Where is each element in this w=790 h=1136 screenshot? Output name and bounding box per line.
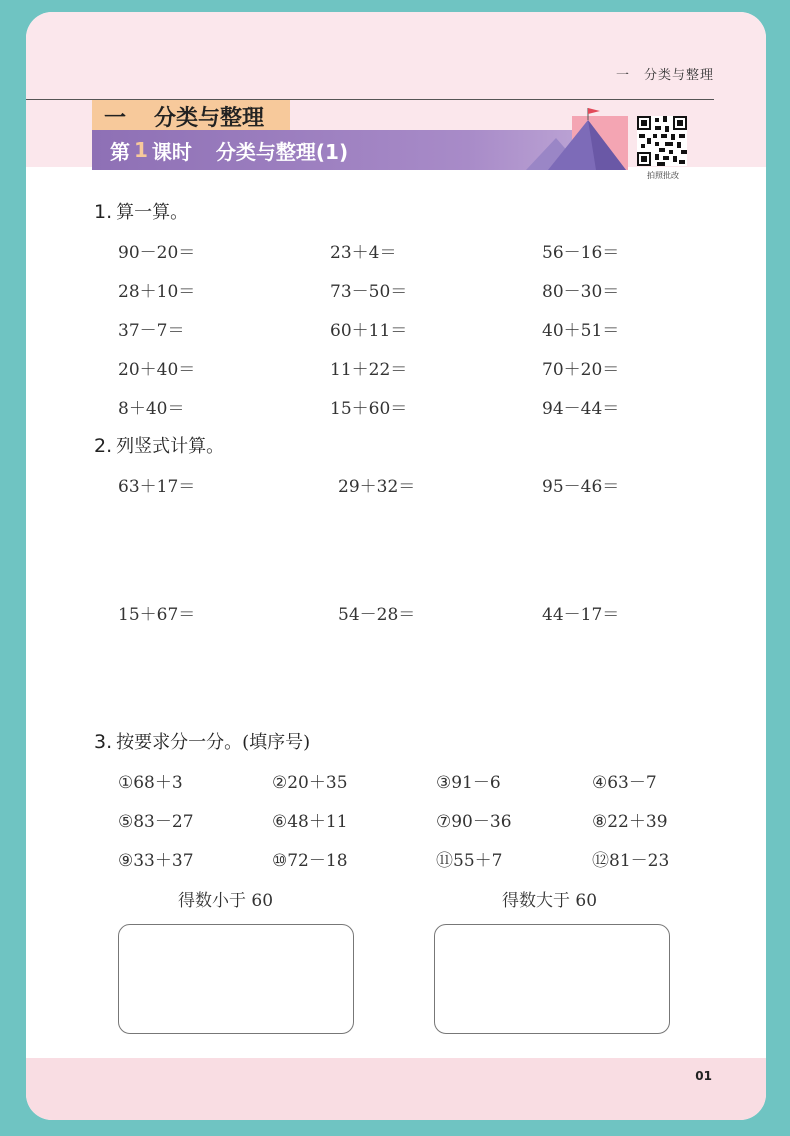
category-less-than-60-label: 得数小于 60 — [178, 891, 274, 911]
q2-text: 列竖式计算。 — [116, 436, 225, 457]
running-head: 一 分类与整理 — [615, 68, 714, 83]
q1-expression: 60＋11＝ — [330, 321, 408, 341]
q1-number: 1. — [94, 201, 113, 223]
q1-expression: 70＋20＝ — [542, 360, 620, 380]
q3-title — [94, 728, 310, 754]
qr-label: 拍照批改 — [647, 171, 679, 180]
unit-title: 分类与整理 — [154, 105, 265, 131]
category-greater-than-60-label: 得数大于 60 — [502, 891, 598, 911]
q1-expression: 11＋22＝ — [330, 360, 408, 380]
q3-expression: ⑨33＋37 — [118, 851, 194, 871]
q1-expression: 73－50＝ — [330, 282, 408, 302]
q1-expression: 94－44＝ — [542, 399, 620, 419]
q3-expression: ④63－7 — [592, 773, 657, 793]
worksheet-page — [26, 12, 766, 1120]
lesson-prefix: 第 — [110, 139, 130, 164]
q1-expression: 20＋40＝ — [118, 360, 196, 380]
lesson-number: 1 — [134, 138, 148, 162]
q2-expression: 29＋32＝ — [338, 477, 416, 497]
unit-number: 一 — [104, 105, 127, 131]
q3-expression: ⑪55＋7 — [436, 851, 503, 871]
q1-expression: 80－30＝ — [542, 282, 620, 302]
q3-expression: ⑩72－18 — [272, 851, 348, 871]
page-number: 01 — [695, 1069, 712, 1083]
answer-box-less-than-60[interactable] — [118, 924, 354, 1034]
q3-expression: ⑥48＋11 — [272, 812, 348, 832]
q2-expression: 63＋17＝ — [118, 477, 196, 497]
footer-band — [26, 1058, 766, 1120]
q1-expression: 56－16＝ — [542, 243, 620, 263]
q3-number: 3. — [94, 731, 113, 753]
q3-text: 按要求分一分。(填序号) — [116, 732, 311, 753]
q2-expression: 15＋67＝ — [118, 605, 196, 625]
mountain-flag-icon — [526, 108, 628, 170]
qr-code-icon[interactable] — [637, 116, 687, 166]
q2-expression: 44－17＝ — [542, 605, 620, 625]
q2-number: 2. — [94, 435, 113, 457]
q2-expression: 54－28＝ — [338, 605, 416, 625]
q1-expression: 37－7＝ — [118, 321, 185, 341]
answer-box-greater-than-60[interactable] — [434, 924, 670, 1034]
lesson-title: 分类与整理(1) — [215, 139, 349, 164]
q3-expression: ⑧22＋39 — [592, 812, 668, 832]
q3-expression: ①68＋3 — [118, 773, 183, 793]
q3-expression: ⑦90－36 — [436, 812, 512, 832]
lesson-suffix: 课时 — [151, 139, 192, 164]
q2-title — [94, 432, 224, 458]
q3-expression: ②20＋35 — [272, 773, 348, 793]
q2-expression: 95－46＝ — [542, 477, 620, 497]
q3-expression: ③91－6 — [436, 773, 501, 793]
q3-expression: ⑫81－23 — [592, 851, 670, 871]
q1-expression: 90－20＝ — [118, 243, 196, 263]
q1-expression: 23＋4＝ — [330, 243, 397, 263]
q1-expression: 40＋51＝ — [542, 321, 620, 341]
unit-tag — [92, 100, 290, 132]
q1-text: 算一算。 — [116, 202, 189, 223]
q1-expression: 8＋40＝ — [118, 399, 185, 419]
q1-expression: 15＋60＝ — [330, 399, 408, 419]
q1-expression: 28＋10＝ — [118, 282, 196, 302]
q1-title — [94, 198, 188, 224]
q3-expression: ⑤83－27 — [118, 812, 194, 832]
